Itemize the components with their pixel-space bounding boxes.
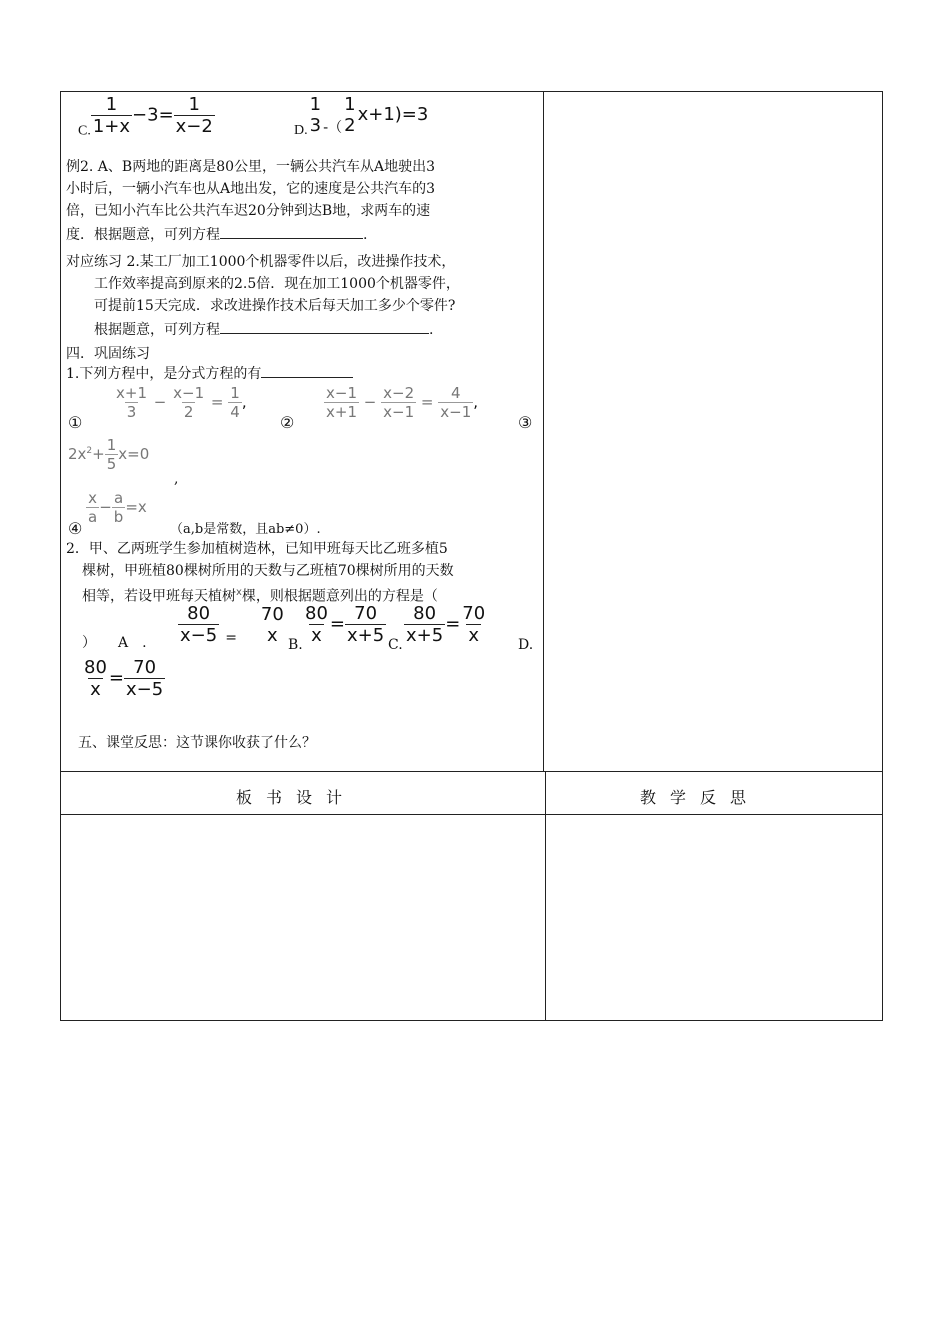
fraction-numerator: 80 xyxy=(413,603,437,624)
fraction xyxy=(178,603,219,646)
fraction-denominator: x+5 xyxy=(347,625,385,646)
term: x=0 xyxy=(118,445,150,463)
fraction-numerator: x xyxy=(88,489,98,507)
operator: = xyxy=(210,393,224,411)
marker-1: ① xyxy=(68,413,83,432)
equation-2 xyxy=(324,384,478,421)
fraction xyxy=(114,384,149,421)
fraction-numerator: x−1 xyxy=(173,384,205,402)
header-board-design: 板书设计 xyxy=(236,788,357,807)
fraction-denominator: 4 xyxy=(230,403,240,421)
fraction-numerator: 1 xyxy=(230,384,240,402)
equation-1 xyxy=(114,384,247,421)
fraction xyxy=(324,384,359,421)
answer-blank[interactable] xyxy=(220,319,429,334)
example2-line-2: 小时后，一辆小汽车也从A地出发，它的速度是公共汽车的3 xyxy=(66,181,436,197)
option-d-middle: -（ xyxy=(323,120,343,136)
fraction-numerator: 70 xyxy=(260,603,284,625)
question2-line-2: 棵树，甲班植80棵树所用的天数与乙班植70棵树所用的天数 xyxy=(82,563,454,579)
fraction-numerator: 70 xyxy=(462,603,486,624)
fraction-denominator: x xyxy=(267,624,278,646)
question2-paren-close: ） xyxy=(82,635,96,651)
operator: − xyxy=(153,393,167,411)
fraction xyxy=(171,384,206,421)
option-d-label-q2: D. xyxy=(518,637,534,653)
fraction xyxy=(124,657,165,700)
practice2-line-2: 工作效率提高到原来的2.5倍．现在加工1000个机器零件， xyxy=(94,276,460,292)
question2-text: 相等，若设甲班每天植树 xyxy=(82,588,236,605)
fraction-denominator: x xyxy=(311,625,322,646)
comma: , xyxy=(473,393,479,411)
option-c-fraction-2 xyxy=(174,94,215,137)
table-middle-divider-upper xyxy=(543,91,544,771)
fraction-numerator: 70 xyxy=(354,603,378,624)
period: . xyxy=(429,322,434,338)
fraction-denominator: b xyxy=(113,508,124,526)
table-row-divider-2 xyxy=(60,814,883,815)
fraction-denominator: x xyxy=(90,679,101,700)
period: . xyxy=(363,227,368,243)
question1-text: 1.下列方程中，是分式方程的有 xyxy=(66,366,262,382)
fraction-numerator: 1 xyxy=(105,94,118,115)
operator: = xyxy=(329,613,345,635)
operator: = xyxy=(445,613,461,635)
section4-title: 四．巩固练习 xyxy=(66,346,150,362)
equation-4 xyxy=(86,489,147,526)
header-teaching-reflection: 教学反思 xyxy=(640,788,761,807)
example2-prompt: 度．根据题意，可列方程 xyxy=(66,227,220,243)
table-left-border-upper xyxy=(60,91,61,771)
practice2-line-1: 对应练习 2.某工厂加工1000个机器零件以后，改进操作技术， xyxy=(66,254,456,270)
fraction-numerator: 1 xyxy=(106,436,117,454)
fraction xyxy=(105,436,119,473)
fraction-denominator: 2 xyxy=(183,403,194,421)
fraction xyxy=(259,604,286,646)
table-right-border xyxy=(882,91,883,1021)
fraction-numerator: 80 xyxy=(187,603,211,624)
example2-line-4 xyxy=(66,224,367,244)
exponent: 2 xyxy=(86,446,93,456)
question2-line-1: 2．甲、乙两班学生参加植树造林，已知甲班每天比乙班多植5 xyxy=(66,541,448,557)
fraction-numerator: 4 xyxy=(451,384,461,402)
fraction-denominator: 3 xyxy=(309,115,322,136)
fraction xyxy=(460,603,487,646)
option-a-equation xyxy=(178,603,286,646)
operator: − xyxy=(363,393,377,411)
option-d-fraction-2 xyxy=(342,94,357,136)
fraction xyxy=(86,489,99,526)
fraction xyxy=(82,657,109,700)
option-b-equation xyxy=(303,603,386,646)
fraction-numerator: x+1 xyxy=(116,384,147,402)
fraction-numerator: 1 xyxy=(188,94,200,115)
table-row-divider-1 xyxy=(60,771,883,772)
fraction-denominator: x−5 xyxy=(180,625,218,646)
option-c-label-q2: C. xyxy=(388,637,403,653)
fraction-numerator: 80 xyxy=(84,657,107,678)
option-c-fraction-1 xyxy=(91,94,132,137)
option-c-equation-q2 xyxy=(404,603,487,646)
fraction-denominator: x−5 xyxy=(126,679,164,700)
operator: = xyxy=(420,393,434,411)
option-d-tail: x+1)=3 xyxy=(357,104,429,125)
answer-blank[interactable] xyxy=(220,224,363,239)
fraction-denominator: 2 xyxy=(344,115,356,136)
practice2-line-3: 可提前15天完成．求改进操作技术后每天加工多少个零件? xyxy=(94,298,456,314)
question2-text: 棵，则根据题意列出的方程是（ xyxy=(241,588,438,605)
fraction-denominator: 1+x xyxy=(92,116,131,137)
table-bottom-border xyxy=(60,1020,883,1021)
example2-line-1: 例2. A、B两地的距离是80公里，一辆公共汽车从A地驶出3 xyxy=(66,159,436,175)
fraction-denominator: x−1 xyxy=(440,403,472,421)
variable: x xyxy=(236,587,242,598)
option-d-label: D. xyxy=(294,123,308,138)
practice2-prompt: 根据题意，可列方程 xyxy=(94,322,220,338)
operator: − xyxy=(99,498,112,516)
fraction-denominator: a xyxy=(88,508,98,526)
fraction-denominator: x−2 xyxy=(175,116,213,137)
option-c-label: C. xyxy=(78,123,91,139)
fraction-denominator: 5 xyxy=(106,455,117,473)
fraction-denominator: 3 xyxy=(126,403,137,421)
fraction-numerator: 1 xyxy=(344,94,356,115)
table-left-border-lower xyxy=(60,771,61,1021)
fraction-denominator: x+1 xyxy=(326,403,357,421)
fraction-denominator: x xyxy=(468,625,480,646)
fraction xyxy=(381,384,416,421)
fraction xyxy=(112,489,126,526)
fraction-numerator: a xyxy=(113,489,124,507)
fraction xyxy=(404,603,445,646)
term: =x xyxy=(125,498,147,516)
fraction-denominator: x+5 xyxy=(406,625,444,646)
question1 xyxy=(66,363,353,383)
marker-2: ② xyxy=(280,413,295,432)
comma: , xyxy=(241,393,247,411)
fraction xyxy=(228,384,242,421)
example2-line-3: 倍，已知小汽车比公共汽车迟20分钟到达B地，求两车的速 xyxy=(66,203,431,219)
equation-3-comma: , xyxy=(174,471,179,487)
fraction-denominator: x−1 xyxy=(383,403,415,421)
operator: = xyxy=(108,667,124,689)
equation-4-note: （a,b是常数，且ab≠0）. xyxy=(170,522,321,537)
option-d-fraction-1 xyxy=(308,94,323,136)
option-c-equation xyxy=(78,94,215,140)
practice2-line-4 xyxy=(94,319,433,339)
fraction-numerator: x−1 xyxy=(326,384,357,402)
marker-4: ④ xyxy=(68,519,83,538)
fraction-numerator: 80 xyxy=(305,603,328,624)
operator: = xyxy=(225,629,237,646)
term: 2x xyxy=(68,445,87,463)
equation-3 xyxy=(68,436,149,473)
fraction-numerator: 1 xyxy=(309,94,322,115)
option-d-equation-q2 xyxy=(82,657,165,700)
marker-3: ③ xyxy=(518,413,533,432)
option-d-equation xyxy=(294,94,428,139)
option-a-label: A . xyxy=(118,635,147,651)
table-top-border xyxy=(60,91,883,92)
fraction xyxy=(438,384,473,421)
option-c-middle: −3= xyxy=(132,104,174,126)
section5-reflection: 五、课堂反思：这节课你收获了什么？ xyxy=(78,735,316,751)
fraction-numerator: x−2 xyxy=(383,384,415,402)
fraction xyxy=(345,603,386,646)
option-b-label: B. xyxy=(288,637,303,653)
fraction-numerator: 70 xyxy=(133,657,157,678)
fraction xyxy=(303,603,330,646)
operator: + xyxy=(92,445,105,463)
answer-blank[interactable] xyxy=(261,363,353,378)
table-middle-divider-lower xyxy=(545,771,546,1021)
